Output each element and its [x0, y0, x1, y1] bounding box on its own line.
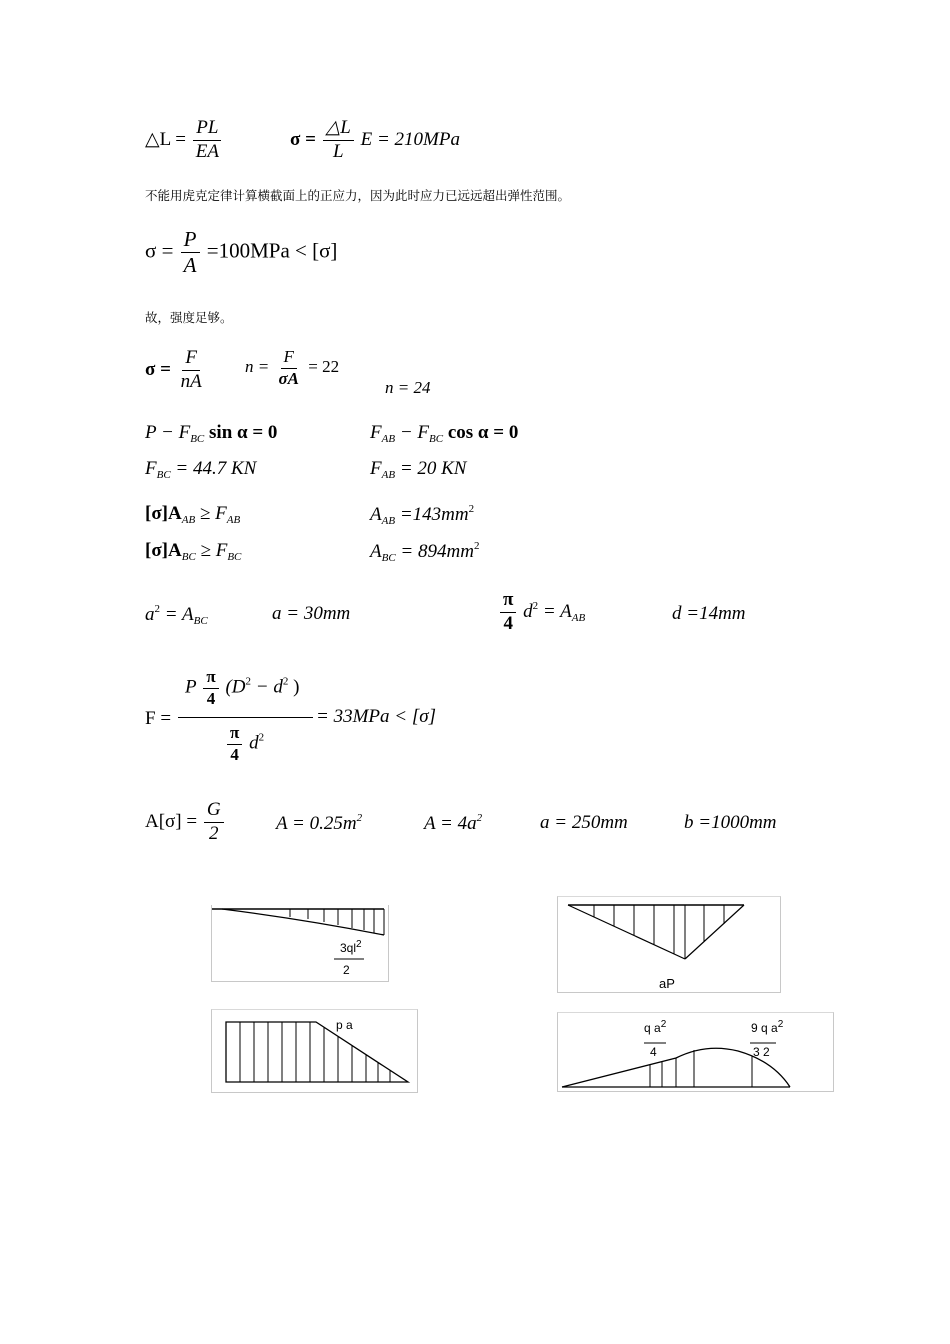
diagram-4-right-num	[751, 1019, 783, 1035]
fraction-numerator: △L	[323, 118, 354, 141]
moment-diagram-3-shape	[212, 1010, 417, 1092]
moment-diagram-3	[211, 1009, 418, 1093]
fraction-denominator: A	[183, 253, 197, 278]
eq-subscript: AB	[226, 514, 241, 526]
equation-force-ab	[370, 458, 466, 481]
eq-text: = 44.7 KN	[175, 458, 257, 479]
eq-superscript: 2	[258, 731, 265, 744]
fraction-numerator: F	[281, 348, 297, 369]
equation-area-value	[276, 812, 362, 835]
eq-text: =143mm	[399, 504, 469, 525]
equation-f-numerator	[185, 668, 299, 708]
eq-text: d	[249, 732, 259, 754]
fraction	[204, 800, 224, 845]
eq-text: = A	[164, 604, 194, 625]
equation-f-denominator	[225, 724, 264, 764]
eq-subscript: AB	[381, 469, 396, 481]
note-hooke: 不能用虎克定律计算横截面上的正应力，因为此时应力已远远超出弹性范围。	[145, 188, 571, 203]
equation-n-result: n = 24	[385, 378, 431, 397]
eq-rhs: E = 210MPa	[360, 128, 460, 150]
eq-lhs: n =	[245, 357, 270, 377]
equation-circle-area	[498, 590, 585, 635]
label-text: q a	[644, 1021, 661, 1035]
equation-b-1000: b =1000mm	[684, 812, 777, 833]
fraction-denominator: EA	[195, 140, 219, 162]
fraction-denominator: 4	[206, 688, 216, 708]
eq-lhs: A[σ] =	[145, 810, 198, 832]
fraction	[193, 118, 222, 163]
eq-text: (D	[225, 676, 246, 698]
label-text: 3ql	[340, 941, 357, 955]
eq-text: P	[185, 676, 197, 698]
eq-text: )	[293, 676, 300, 698]
eq-superscript: 2	[473, 540, 480, 552]
diagram-4-left-den: 4	[650, 1045, 657, 1059]
eq-rhs: = 22	[308, 357, 340, 377]
moment-diagram-4-shape	[558, 1013, 833, 1091]
label-superscript: 2	[660, 1019, 667, 1030]
equation-f-lhs: F =	[145, 708, 172, 729]
equation-area-ineq-ab	[145, 503, 240, 526]
eq-text: d	[523, 600, 533, 622]
eq-lhs: σ =	[145, 358, 171, 380]
equation-square-side	[145, 603, 208, 627]
eq-superscript: 2	[282, 675, 289, 688]
fraction-denominator: 4	[230, 744, 239, 764]
eq-subscript: BC	[227, 551, 242, 563]
eq-text: [σ]A	[145, 503, 182, 524]
equation-gravity	[145, 800, 226, 845]
eq-text: sin α = 0	[209, 422, 278, 443]
eq-superscript: 2	[356, 812, 363, 824]
eq-superscript: 2	[476, 812, 483, 824]
fraction	[178, 348, 205, 393]
diagram-2-label: aP	[659, 976, 675, 991]
fraction-denominator: nA	[180, 370, 202, 392]
equation-delta-l	[145, 118, 224, 163]
eq-text: ≥ F	[200, 540, 228, 561]
eq-text: F	[370, 422, 382, 443]
eq-text: A = 4a	[424, 813, 477, 834]
fraction-numerator: P	[181, 228, 200, 253]
diagram-4-left-num	[644, 1019, 666, 1035]
fraction-numerator: PL	[193, 118, 221, 141]
eq-subscript: AB	[381, 515, 396, 527]
fraction-bar	[178, 717, 313, 718]
equation-stress-check	[145, 228, 337, 277]
eq-superscript: 2	[532, 599, 539, 612]
eq-rhs: =100MPa < [σ]	[206, 238, 338, 263]
fraction-denominator: σA	[278, 368, 299, 388]
fraction-numerator: π	[203, 668, 218, 689]
equation-f-rhs: = 33MPa < [σ]	[316, 706, 436, 727]
eq-lhs: σ =	[145, 238, 174, 263]
label-superscript: 2	[356, 939, 362, 950]
eq-text: − d	[255, 676, 283, 698]
label-text: 9 q a	[751, 1021, 778, 1035]
eq-text: A = 0.25m	[276, 813, 357, 834]
equation-equilibrium-y	[145, 422, 277, 445]
eq-subscript: BC	[381, 552, 396, 564]
eq-subscript: AB	[381, 433, 396, 445]
eq-text: − F	[399, 422, 429, 443]
equation-area-bc	[370, 540, 479, 564]
equation-a-result: a = 30mm	[272, 603, 351, 624]
equation-bolt-stress	[145, 348, 207, 393]
eq-text: A	[370, 541, 382, 562]
diagram-1-label-den: 2	[343, 963, 350, 977]
diagram-3-label: p a	[336, 1018, 353, 1032]
fraction	[323, 118, 354, 163]
eq-subscript: BC	[429, 433, 444, 445]
eq-subscript: BC	[193, 615, 208, 627]
equation-area-ab	[370, 503, 474, 527]
eq-text: F	[145, 458, 157, 479]
fraction	[275, 348, 302, 388]
equation-a-250: a = 250mm	[540, 812, 628, 833]
eq-text: A	[370, 504, 382, 525]
eq-subscript: BC	[181, 551, 196, 563]
equation-equilibrium-x	[370, 422, 518, 445]
fraction-denominator: L	[332, 140, 344, 162]
fraction	[203, 668, 218, 708]
diagram-4-right-den: 3 2	[753, 1045, 770, 1059]
eq-text: [σ]A	[145, 540, 182, 561]
diagram-1-label-num	[340, 939, 362, 955]
label-superscript: 2	[777, 1019, 784, 1030]
fraction-numerator: π	[500, 590, 516, 613]
eq-text: cos α = 0	[447, 422, 519, 443]
note-strength: 故，强度足够。	[145, 310, 233, 325]
eq-subscript: BC	[190, 433, 205, 445]
eq-text: F	[370, 458, 382, 479]
eq-superscript: 2	[245, 675, 251, 688]
eq-text: a	[145, 604, 155, 625]
eq-subscript: BC	[156, 469, 171, 481]
fraction-numerator: F	[182, 348, 200, 371]
fraction	[500, 590, 516, 635]
eq-subscript: AB	[181, 514, 196, 526]
equation-bolt-count	[245, 348, 339, 388]
fraction-denominator: 2	[208, 822, 219, 844]
equation-area-square	[424, 812, 482, 835]
fraction-numerator: G	[204, 800, 224, 823]
eq-text: = 20 KN	[399, 458, 467, 479]
fraction-denominator: 4	[503, 612, 513, 634]
equation-force-bc	[145, 458, 256, 481]
eq-text: = A	[542, 600, 572, 622]
eq-superscript: 2	[154, 603, 160, 615]
moment-diagram-4	[557, 1012, 834, 1092]
eq-lhs: σ =	[290, 128, 316, 150]
eq-text: = 894mm	[400, 541, 474, 562]
eq-subscript: AB	[571, 611, 586, 624]
fraction	[181, 228, 200, 277]
equation-d-result: d =14mm	[672, 603, 746, 624]
eq-text: P − F	[145, 422, 191, 443]
moment-diagram-2	[557, 896, 781, 993]
equation-sigma-strain	[290, 118, 460, 163]
eq-superscript: 2	[468, 503, 475, 515]
eq-lhs: △L =	[145, 128, 186, 150]
fraction-numerator: π	[227, 724, 242, 745]
eq-text: ≥ F	[199, 503, 227, 524]
fraction	[227, 724, 242, 764]
equation-area-ineq-bc	[145, 540, 241, 563]
moment-diagram-1	[211, 905, 389, 982]
